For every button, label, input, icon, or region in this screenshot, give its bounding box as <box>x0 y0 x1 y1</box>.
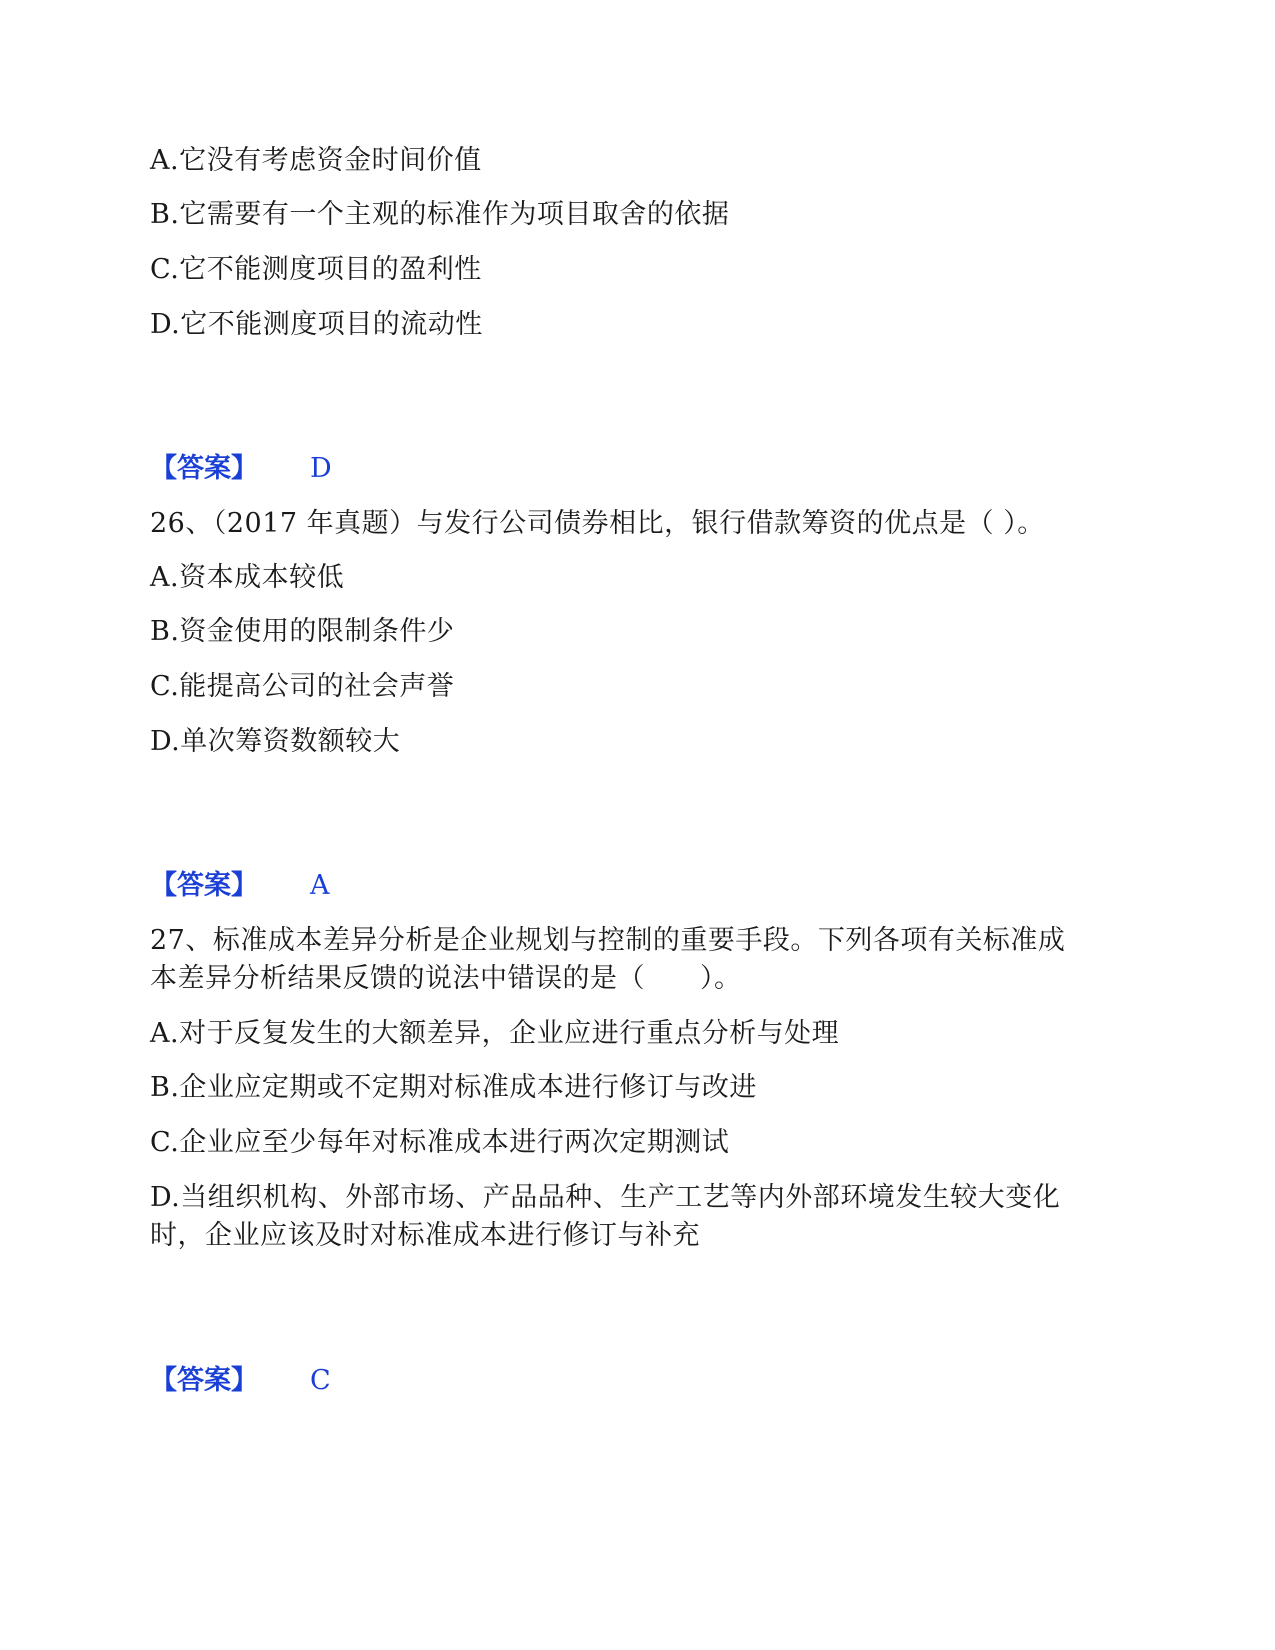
answer-label: 【答案】 <box>150 870 258 901</box>
q26-option-b: B.资金使用的限制条件少 <box>150 616 455 647</box>
answer-label: 【答案】 <box>150 453 258 484</box>
q26-answer <box>150 869 550 903</box>
q26-option-c: C.能提高公司的社会声誉 <box>150 671 455 702</box>
answer-value: A <box>310 870 330 901</box>
q27-option-b: B.企业应定期或不定期对标准成本进行修订与改进 <box>150 1072 757 1103</box>
q26-option-d: D.单次筹资数额较大 <box>150 726 401 757</box>
q27-option-c: C.企业应至少每年对标准成本进行两次定期测试 <box>150 1127 730 1158</box>
q27-stem-line-1: 27、标准成本差异分析是企业规划与控制的重要手段。下列各项有关标准成 <box>150 925 1066 956</box>
q27-option-a: A.对于反复发生的大额差异，企业应进行重点分析与处理 <box>150 1018 840 1049</box>
q26-stem: 26、（2017 年真题）与发行公司债券相比，银行借款筹资的优点是（ ）。 <box>150 508 1045 539</box>
answer-label: 【答案】 <box>150 1365 258 1396</box>
q27-stem-line-2: 本差异分析结果反馈的说法中错误的是（ ）。 <box>150 963 742 994</box>
q27-option-d-line-1: D.当组织机构、外部市场、产品品种、生产工艺等内外部环境发生较大变化 <box>150 1182 1061 1213</box>
q26-option-a: A.资本成本较低 <box>150 562 345 593</box>
q25-option-a: A.它没有考虑资金时间价值 <box>150 145 482 176</box>
answer-value: D <box>310 453 332 484</box>
q27-answer <box>150 1364 550 1398</box>
answer-value: C <box>310 1365 331 1396</box>
q27-option-d-line-2: 时，企业应该及时对标准成本进行修订与补充 <box>150 1220 700 1251</box>
q25-option-c: C.它不能测度项目的盈利性 <box>150 254 482 285</box>
q25-option-b: B.它需要有一个主观的标准作为项目取舍的依据 <box>150 199 730 230</box>
q25-option-d: D.它不能测度项目的流动性 <box>150 309 483 340</box>
q25-answer <box>150 452 550 486</box>
